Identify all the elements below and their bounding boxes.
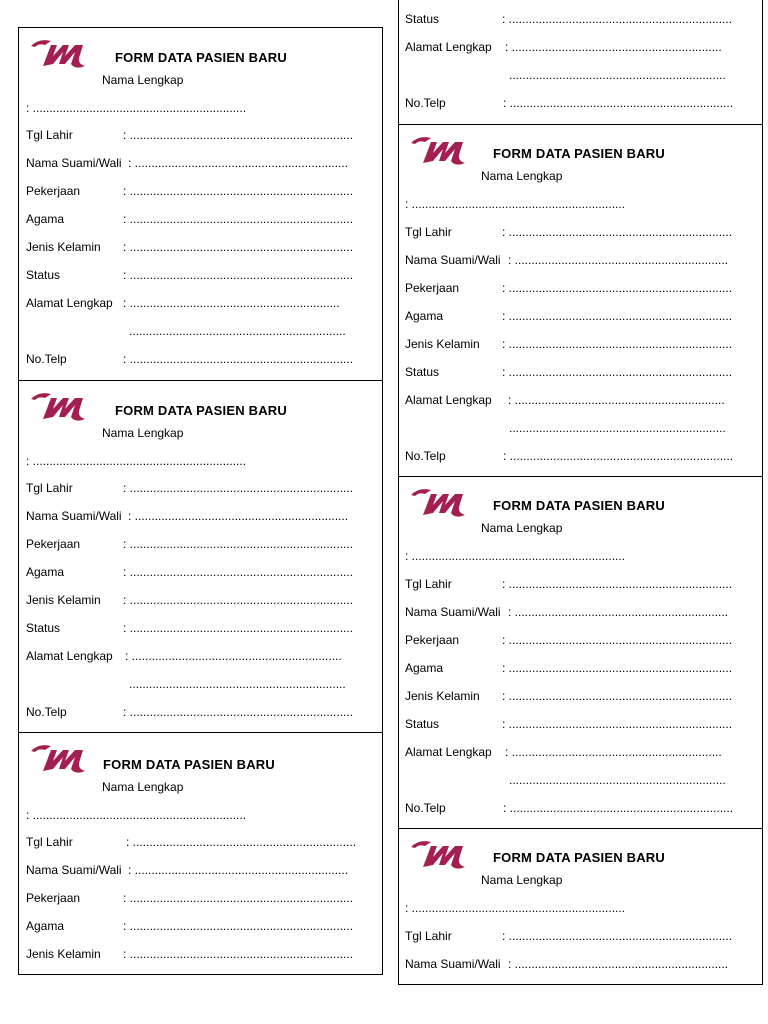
field-line[interactable]: : ................................................................... — [123, 128, 354, 142]
field-label: Nama Suami/Wali — [405, 605, 501, 619]
field-alamat[interactable] — [405, 393, 757, 409]
form-card-left-1 — [18, 27, 383, 381]
field-alamat[interactable] — [26, 296, 376, 312]
field-line[interactable]: : ................................................................... — [123, 705, 354, 719]
field-line[interactable]: ................................................................. — [129, 324, 346, 338]
name-field[interactable]: : ................................................................ — [405, 197, 626, 211]
field-pekerjaan[interactable] — [26, 537, 376, 553]
field-label: Nama Suami/Wali — [405, 957, 501, 971]
name-label: Nama Lengkap — [102, 426, 184, 440]
field-tgl-lahir[interactable] — [405, 929, 757, 945]
field-label: No.Telp — [26, 705, 67, 719]
field-status[interactable] — [26, 621, 376, 637]
field-tgl-lahir[interactable] — [26, 835, 376, 851]
field-line[interactable]: ................................................................. — [509, 68, 726, 82]
field-alamat-cont[interactable] — [129, 324, 376, 340]
field-line[interactable]: ................................................................. — [129, 677, 346, 691]
field-status[interactable] — [26, 268, 376, 284]
field-line[interactable]: : ................................................................... — [502, 225, 733, 239]
field-label: Agama — [405, 661, 444, 675]
field-line[interactable]: : ................................................................ — [128, 863, 349, 877]
field-line[interactable]: : ................................................................... — [123, 352, 354, 366]
field-line[interactable]: : ................................................................... — [123, 268, 354, 282]
form-card-right-1 — [398, 124, 763, 477]
field-nama-suami[interactable] — [405, 957, 757, 973]
field-line[interactable]: : ................................................................... — [123, 481, 354, 495]
field-label: Status — [26, 268, 61, 282]
field-line[interactable]: : ................................................................... — [123, 537, 354, 551]
field-pekerjaan[interactable] — [26, 891, 376, 907]
field-line[interactable]: ................................................................. — [509, 421, 726, 435]
field-alamat-cont[interactable] — [509, 68, 757, 84]
field-no-telp[interactable] — [405, 96, 757, 112]
field-line[interactable]: : ................................................................ — [128, 509, 349, 523]
field-line[interactable]: : ............................................................... — [123, 296, 340, 310]
field-label: Pekerjaan — [26, 537, 81, 551]
form-title: FORM DATA PASIEN BARU — [103, 757, 275, 772]
field-jenis-kelamin[interactable] — [26, 593, 376, 609]
form-title: FORM DATA PASIEN BARU — [493, 146, 665, 161]
field-agama[interactable] — [405, 309, 757, 325]
field-line[interactable]: : ................................................................... — [123, 891, 354, 905]
name-label: Nama Lengkap — [481, 873, 563, 887]
field-alamat[interactable] — [405, 40, 757, 56]
field-line[interactable]: : ................................................................... — [123, 593, 354, 607]
field-jenis-kelamin[interactable] — [26, 240, 376, 256]
field-alamat[interactable] — [26, 649, 376, 665]
name-label: Nama Lengkap — [481, 521, 563, 535]
field-no-telp[interactable] — [405, 801, 757, 817]
field-line[interactable]: : ................................................................... — [503, 449, 734, 463]
field-line[interactable]: : ................................................................ — [508, 253, 729, 267]
form-title: FORM DATA PASIEN BARU — [115, 50, 287, 65]
field-line[interactable]: : ............................................................... — [508, 393, 725, 407]
clinic-logo-icon — [29, 389, 91, 423]
field-alamat-cont[interactable] — [129, 677, 376, 693]
field-label: Agama — [26, 919, 65, 933]
field-line[interactable]: ................................................................. — [509, 773, 726, 787]
field-label: Alamat Lengkap — [26, 649, 113, 663]
field-line[interactable]: : ................................................................... — [123, 565, 354, 579]
field-label: Nama Suami/Wali — [405, 253, 501, 267]
field-nama-suami[interactable] — [26, 509, 376, 525]
field-jenis-kelamin[interactable] — [26, 947, 376, 963]
field-agama[interactable] — [26, 212, 376, 228]
field-tgl-lahir[interactable] — [405, 225, 757, 241]
clinic-logo-icon — [29, 741, 91, 775]
field-nama-suami[interactable] — [26, 156, 376, 172]
field-label: Jenis Kelamin — [26, 947, 101, 961]
field-status[interactable] — [405, 717, 757, 733]
form-title: FORM DATA PASIEN BARU — [115, 403, 287, 418]
field-pekerjaan[interactable] — [26, 184, 376, 200]
clinic-logo-icon — [409, 133, 471, 167]
field-status[interactable] — [405, 12, 757, 28]
field-pekerjaan[interactable] — [405, 633, 757, 649]
field-line[interactable]: : ................................................................... — [503, 801, 734, 815]
field-label: Agama — [405, 309, 444, 323]
field-label: Nama Suami/Wali — [26, 156, 122, 170]
field-label: Pekerjaan — [405, 633, 460, 647]
field-label: Agama — [26, 212, 65, 226]
field-alamat[interactable] — [405, 745, 757, 761]
field-line[interactable]: : ................................................................... — [502, 633, 733, 647]
field-alamat-cont[interactable] — [509, 421, 757, 437]
field-line[interactable]: : ................................................................... — [123, 184, 354, 198]
field-line[interactable]: : ................................................................... — [502, 717, 733, 731]
field-label: Nama Suami/Wali — [26, 509, 122, 523]
field-label: Pekerjaan — [26, 184, 81, 198]
field-tgl-lahir[interactable] — [26, 128, 376, 144]
field-label: No.Telp — [26, 352, 67, 366]
field-label: Jenis Kelamin — [26, 240, 101, 254]
field-label: Status — [405, 717, 440, 731]
form-card-right-2 — [398, 476, 763, 829]
field-jenis-kelamin[interactable] — [405, 337, 757, 353]
field-label: Tgl Lahir — [26, 481, 73, 495]
field-line[interactable]: : ............................................................... — [125, 649, 342, 663]
form-card-right-3 — [398, 828, 763, 985]
field-label: Tgl Lahir — [405, 225, 452, 239]
field-line[interactable]: : ................................................................... — [502, 929, 733, 943]
field-alamat-cont[interactable] — [509, 773, 757, 789]
field-label: Jenis Kelamin — [405, 337, 480, 351]
field-line[interactable]: : ................................................................... — [502, 281, 733, 295]
field-agama[interactable] — [405, 661, 757, 677]
field-label: Status — [26, 621, 61, 635]
field-label: Status — [405, 12, 440, 26]
field-line[interactable]: : ................................................................... — [123, 621, 354, 635]
name-field[interactable]: : ................................................................ — [26, 101, 247, 115]
field-label: No.Telp — [405, 96, 446, 110]
form-title: FORM DATA PASIEN BARU — [493, 850, 665, 865]
clinic-logo-icon — [29, 36, 91, 70]
field-line[interactable]: : ................................................................... — [123, 919, 354, 933]
field-nama-suami[interactable] — [26, 863, 376, 879]
field-label: Status — [405, 365, 440, 379]
field-label: Alamat Lengkap — [26, 296, 113, 310]
field-label: Pekerjaan — [26, 891, 81, 905]
form-card-left-2 — [18, 380, 383, 733]
clinic-logo-icon — [409, 837, 471, 871]
field-label: Jenis Kelamin — [26, 593, 101, 607]
field-line[interactable]: : ................................................................... — [502, 309, 733, 323]
field-pekerjaan[interactable] — [405, 281, 757, 297]
clinic-logo-icon — [409, 485, 471, 519]
field-line[interactable]: : ................................................................... — [503, 96, 734, 110]
field-no-telp[interactable] — [26, 352, 376, 368]
field-line[interactable]: : ................................................................... — [502, 12, 733, 26]
field-jenis-kelamin[interactable] — [405, 689, 757, 705]
field-line[interactable]: : ................................................................... — [123, 240, 354, 254]
field-line[interactable]: : ................................................................... — [123, 212, 354, 226]
field-no-telp[interactable] — [26, 705, 376, 721]
field-line[interactable]: : ............................................................... — [505, 40, 722, 54]
field-label: Agama — [26, 565, 65, 579]
field-label: Alamat Lengkap — [405, 393, 492, 407]
form-card-right-top — [398, 0, 763, 125]
field-line[interactable]: : ................................................................... — [502, 337, 733, 351]
field-line[interactable]: : ................................................................... — [502, 661, 733, 675]
field-label: No.Telp — [405, 801, 446, 815]
field-label: Alamat Lengkap — [405, 40, 492, 54]
name-field[interactable]: : ................................................................ — [405, 549, 626, 563]
field-line[interactable]: : ................................................................... — [502, 365, 733, 379]
field-nama-suami[interactable] — [405, 605, 757, 621]
field-line[interactable]: : ................................................................... — [502, 577, 733, 591]
field-line[interactable]: : ................................................................... — [502, 689, 733, 703]
name-label: Nama Lengkap — [102, 73, 184, 87]
name-field[interactable]: : ................................................................ — [405, 901, 626, 915]
field-no-telp[interactable] — [405, 449, 757, 465]
field-agama[interactable] — [26, 919, 376, 935]
name-field[interactable]: : ................................................................ — [26, 808, 247, 822]
field-line[interactable]: : ................................................................... — [123, 947, 354, 961]
field-line[interactable]: : ................................................................ — [508, 605, 729, 619]
field-status[interactable] — [405, 365, 757, 381]
field-label: Tgl Lahir — [405, 929, 452, 943]
field-label: Tgl Lahir — [26, 128, 73, 142]
field-label: Jenis Kelamin — [405, 689, 480, 703]
name-label: Nama Lengkap — [481, 169, 563, 183]
field-nama-suami[interactable] — [405, 253, 757, 269]
field-label: Nama Suami/Wali — [26, 863, 122, 877]
field-line[interactable]: : ............................................................... — [505, 745, 722, 759]
field-line[interactable]: : ................................................................ — [128, 156, 349, 170]
field-tgl-lahir[interactable] — [405, 577, 757, 593]
field-agama[interactable] — [26, 565, 376, 581]
field-tgl-lahir[interactable] — [26, 481, 376, 497]
field-label: Alamat Lengkap — [405, 745, 492, 759]
field-label: Tgl Lahir — [26, 835, 73, 849]
field-label: Tgl Lahir — [405, 577, 452, 591]
field-label: Pekerjaan — [405, 281, 460, 295]
name-label: Nama Lengkap — [102, 780, 184, 794]
field-line[interactable]: : ................................................................ — [508, 957, 729, 971]
name-field[interactable]: : ................................................................ — [26, 454, 247, 468]
form-title: FORM DATA PASIEN BARU — [493, 498, 665, 513]
field-label: No.Telp — [405, 449, 446, 463]
field-line[interactable]: : ................................................................... — [126, 835, 357, 849]
form-card-left-3 — [18, 732, 383, 975]
